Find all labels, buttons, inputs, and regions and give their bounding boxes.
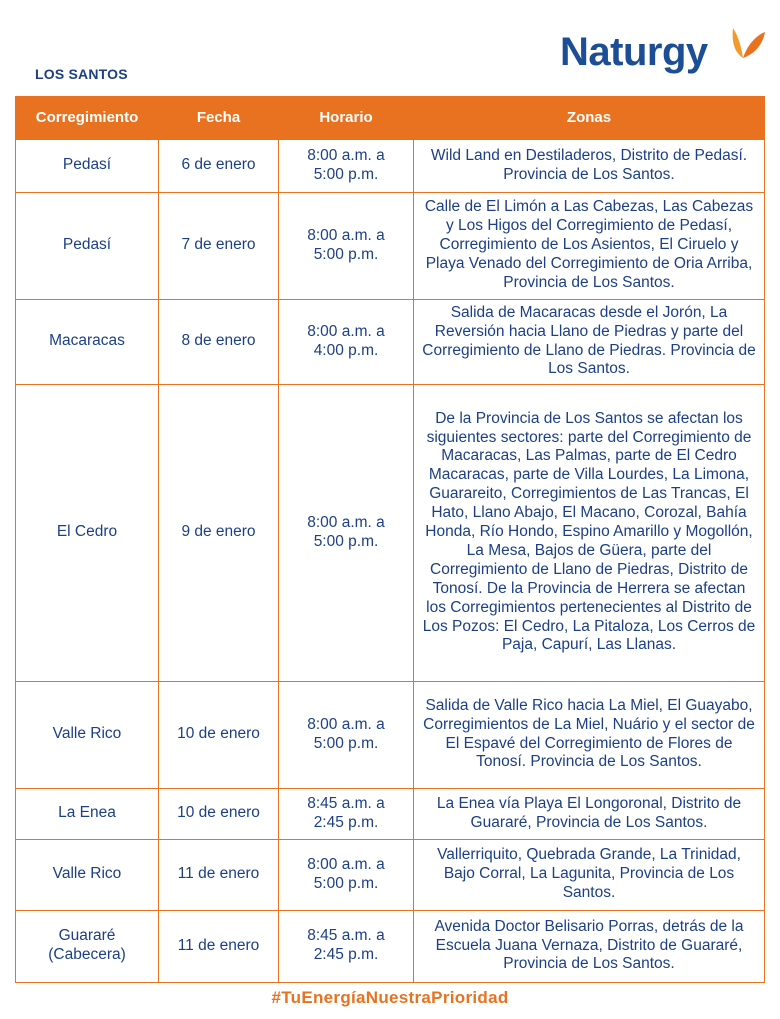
cell-zonas: La Enea vía Playa El Longoronal, Distrito de Guararé, Provincia de Los Santos. [414, 788, 765, 839]
page-header [0, 0, 780, 95]
cell-corregimiento: Valle Rico [16, 681, 159, 788]
cell-zonas: Avenida Doctor Belisario Porras, detrás de la Escuela Juana Vernaza, Distrito de Guararé, Provincia de Los Santos. [414, 910, 765, 982]
table-row [16, 681, 765, 788]
table-row [16, 788, 765, 839]
cell-corregimiento: Macaracas [16, 299, 159, 384]
cell-zonas: Salida de Valle Rico hacia La Miel, El Guayabo, Corregimientos de La Miel, Nuário y el sector de El Espavé del Corregimiento de Flores de Tonosí. Provincia de Los Santos. [414, 681, 765, 788]
cell-horario: 8:00 a.m. a 5:00 p.m. [279, 839, 414, 910]
cell-fecha: 11 de enero [159, 839, 279, 910]
table-row [16, 384, 765, 681]
table-row [16, 839, 765, 910]
cell-horario: 8:00 a.m. a 5:00 p.m. [279, 384, 414, 681]
cell-horario: 8:00 a.m. a 5:00 p.m. [279, 192, 414, 299]
cell-horario: 8:00 a.m. a 5:00 p.m. [279, 681, 414, 788]
cell-horario: 8:00 a.m. a 4:00 p.m. [279, 299, 414, 384]
cell-corregimiento: La Enea [16, 788, 159, 839]
schedule-table [15, 96, 765, 983]
cell-corregimiento: El Cedro [16, 384, 159, 681]
cell-zonas: Vallerriquito, Quebrada Grande, La Trinidad, Bajo Corral, La Lagunita, Provincia de Los Santos. [414, 839, 765, 910]
cell-zonas: Wild Land en Destiladeros, Distrito de Pedasí. Provincia de Los Santos. [414, 139, 765, 192]
footer-hashtag: #TuEnergíaNuestraPrioridad [271, 988, 509, 1007]
cell-zonas: Salida de Macaracas desde el Jorón, La Reversión hacia Llano de Piedras y parte del Corregimiento de Llano de Piedras. Provincia de Los Santos. [414, 299, 765, 384]
cell-fecha: 10 de enero [159, 788, 279, 839]
butterfly-icon [723, 24, 767, 68]
table-row [16, 192, 765, 299]
cell-zonas: De la Provincia de Los Santos se afectan los siguientes sectores: parte del Corregimiento de Macaracas, Las Palmas, parte de El Cedro Macaracas, parte de Villa Lourdes, La Limona, Guarareito, Corregimientos de Las Trancas, El Hato, Llano Abajo, El Macano, Corozal, Bahía Honda, Río Hondo, Espino Amarillo y Mogollón, La Mesa, Bajos de Güera, parte del Corregimiento de Llano de Piedras, Distrito de Tonosí. De la Provincia de Herrera se afectan los Corregimientos pertenecientes al Distrito de Los Pozos: El Cedro, La Pitaloza, Los Cerros de Paja, Capurí, Las Llanas. [414, 384, 765, 681]
cell-horario: 8:00 a.m. a 5:00 p.m. [279, 139, 414, 192]
table-row [16, 139, 765, 192]
table-row [16, 299, 765, 384]
cell-horario: 8:45 a.m. a 2:45 p.m. [279, 910, 414, 982]
cell-zonas: Calle de El Limón a Las Cabezas, Las Cabezas y Los Higos del Corregimiento de Pedasí, Corregimiento de Los Asientos, El Ciruelo y Playa Venado del Corregimiento de Oria Arriba, Provincia de Los Santos. [414, 192, 765, 299]
cell-fecha: 8 de enero [159, 299, 279, 384]
logo-text: Naturgy [560, 30, 708, 74]
cell-fecha: 9 de enero [159, 384, 279, 681]
cell-corregimiento: Pedasí [16, 192, 159, 299]
cell-corregimiento: Valle Rico [16, 839, 159, 910]
cell-fecha: 6 de enero [159, 139, 279, 192]
column-header-zonas: Zonas [414, 96, 765, 139]
cell-horario: 8:45 a.m. a 2:45 p.m. [279, 788, 414, 839]
column-header-corregimiento: Corregimiento [16, 96, 159, 139]
table-row [16, 910, 765, 982]
cell-corregimiento: Guararé (Cabecera) [16, 910, 159, 982]
column-header-fecha: Fecha [159, 96, 279, 139]
cell-corregimiento: Pedasí [16, 139, 159, 192]
table-header-row [16, 96, 765, 139]
column-header-horario: Horario [279, 96, 414, 139]
cell-fecha: 11 de enero [159, 910, 279, 982]
cell-fecha: 7 de enero [159, 192, 279, 299]
naturgy-logo [560, 24, 770, 84]
cell-fecha: 10 de enero [159, 681, 279, 788]
region-title: LOS SANTOS [35, 66, 128, 82]
